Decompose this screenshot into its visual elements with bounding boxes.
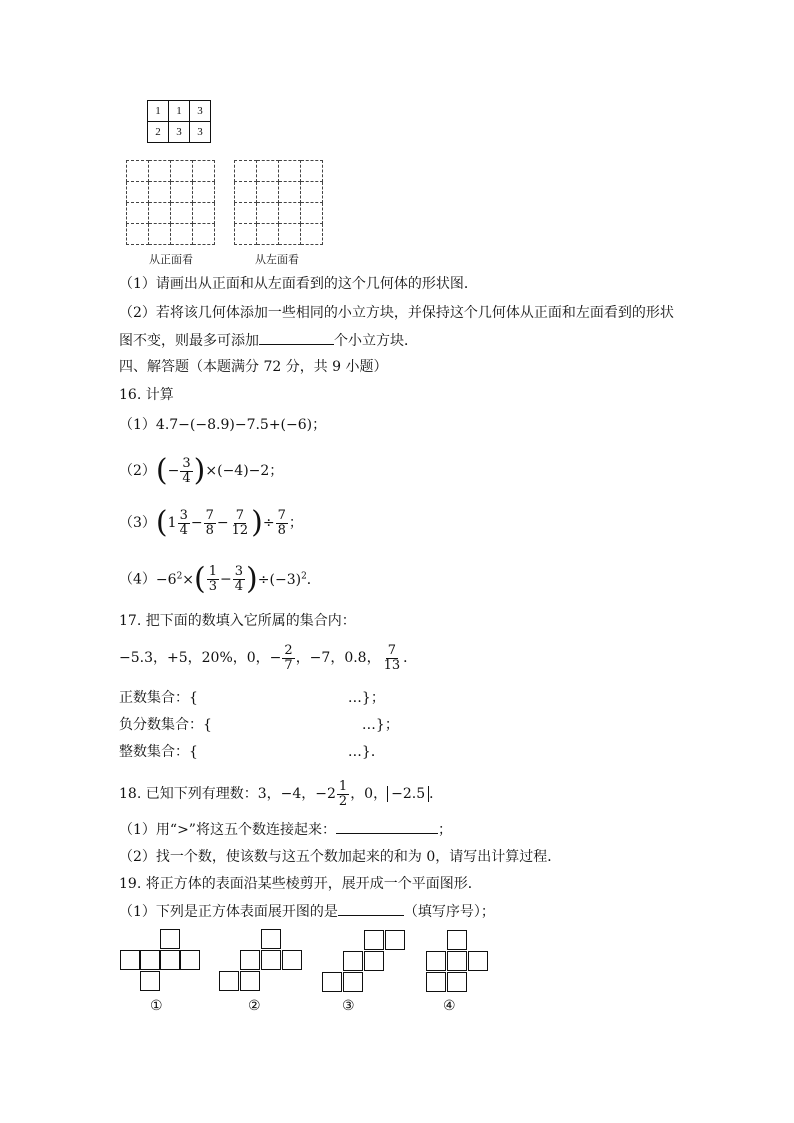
q15-part2-line2: 图不变，则最多可添加 个小立方块．: [119, 333, 418, 349]
q18-part2: （2）找一个数，使该数与这五个数加起来的和为 0，请写出计算过程．: [119, 849, 562, 865]
set-positive: 正数集合：{ …}；: [119, 690, 385, 706]
set-integer: 整数集合：{ …}．: [119, 744, 385, 760]
left-view-drawing-grid: [234, 160, 323, 245]
q16-part3: （3）(1 $\frac{3}{4}$ − $\frac{7}{8}$ − $\frac{7}{12}$ )÷ $\frac{7}{8}$ ；: [119, 505, 303, 540]
net-label: ②: [248, 998, 261, 1014]
grid-cell: 2: [148, 122, 169, 143]
q18-part1: （1）用“>”将这五个数连接起来： ；: [119, 822, 452, 838]
set-negative-fraction: 负分数集合：{ …}；: [119, 717, 399, 733]
q15-part2-line1: （2）若将该几何体添加一些相同的小立方块，并保持这个几何体从正面和左面看到的形状: [119, 305, 674, 321]
answer-blank[interactable]: [259, 344, 334, 345]
q19-title: 19. 将正方体的表面沿某些棱剪开，展开成一个平面图形．: [119, 876, 482, 892]
q17-numbers: −5.3，+5，20%，0，− $\frac{2}{7}$ ，−7，0.8， $\frac{7}{13}$ ．: [119, 642, 418, 673]
section-4-heading: 四、解答题（本题满分 72 分，共 9 小题）: [119, 359, 388, 375]
grid-cell: 1: [148, 101, 169, 122]
net-label: ④: [443, 998, 456, 1014]
grid-cell: 3: [190, 122, 211, 143]
q15-part1: （1）请画出从正面和从左面看到的这个几何体的形状图．: [119, 276, 478, 292]
net-label: ①: [150, 998, 163, 1014]
top-view-number-grid: [147, 100, 211, 143]
answer-blank[interactable]: [338, 915, 404, 916]
q17-title: 17. 把下面的数填入它所属的集合内：: [119, 613, 356, 629]
grid-cell: 1: [169, 101, 190, 122]
grid-cell: 3: [190, 101, 211, 122]
q19-part1: （1）下列是正方体表面展开图的是 （填写序号）；: [119, 904, 495, 920]
answer-blank[interactable]: [336, 833, 438, 834]
left-view-label: 从左面看: [255, 253, 299, 266]
net-label: ③: [342, 998, 355, 1014]
q18-title: 18. 已知下列有理数：3，−4，−2 $\frac{1}{2}$ ，0， −2.5 ．: [119, 778, 444, 809]
q16-part1: （1）4.7−(−8.9)−7.5+(−6)；: [119, 417, 327, 433]
q16-part4: $(4)-6^2\times$( $\frac{1}{3}$ − $\frac{3}{4}$ )$\div(-3)^2$．: [119, 561, 321, 597]
front-view-drawing-grid: [126, 160, 215, 245]
q16-part2: （2）(− $\frac{3}{4}$ )×(−4)−2；: [119, 453, 284, 488]
q16-title: 16. 计算: [119, 387, 174, 403]
front-view-label: 从正面看: [149, 253, 193, 266]
grid-cell: 3: [169, 122, 190, 143]
